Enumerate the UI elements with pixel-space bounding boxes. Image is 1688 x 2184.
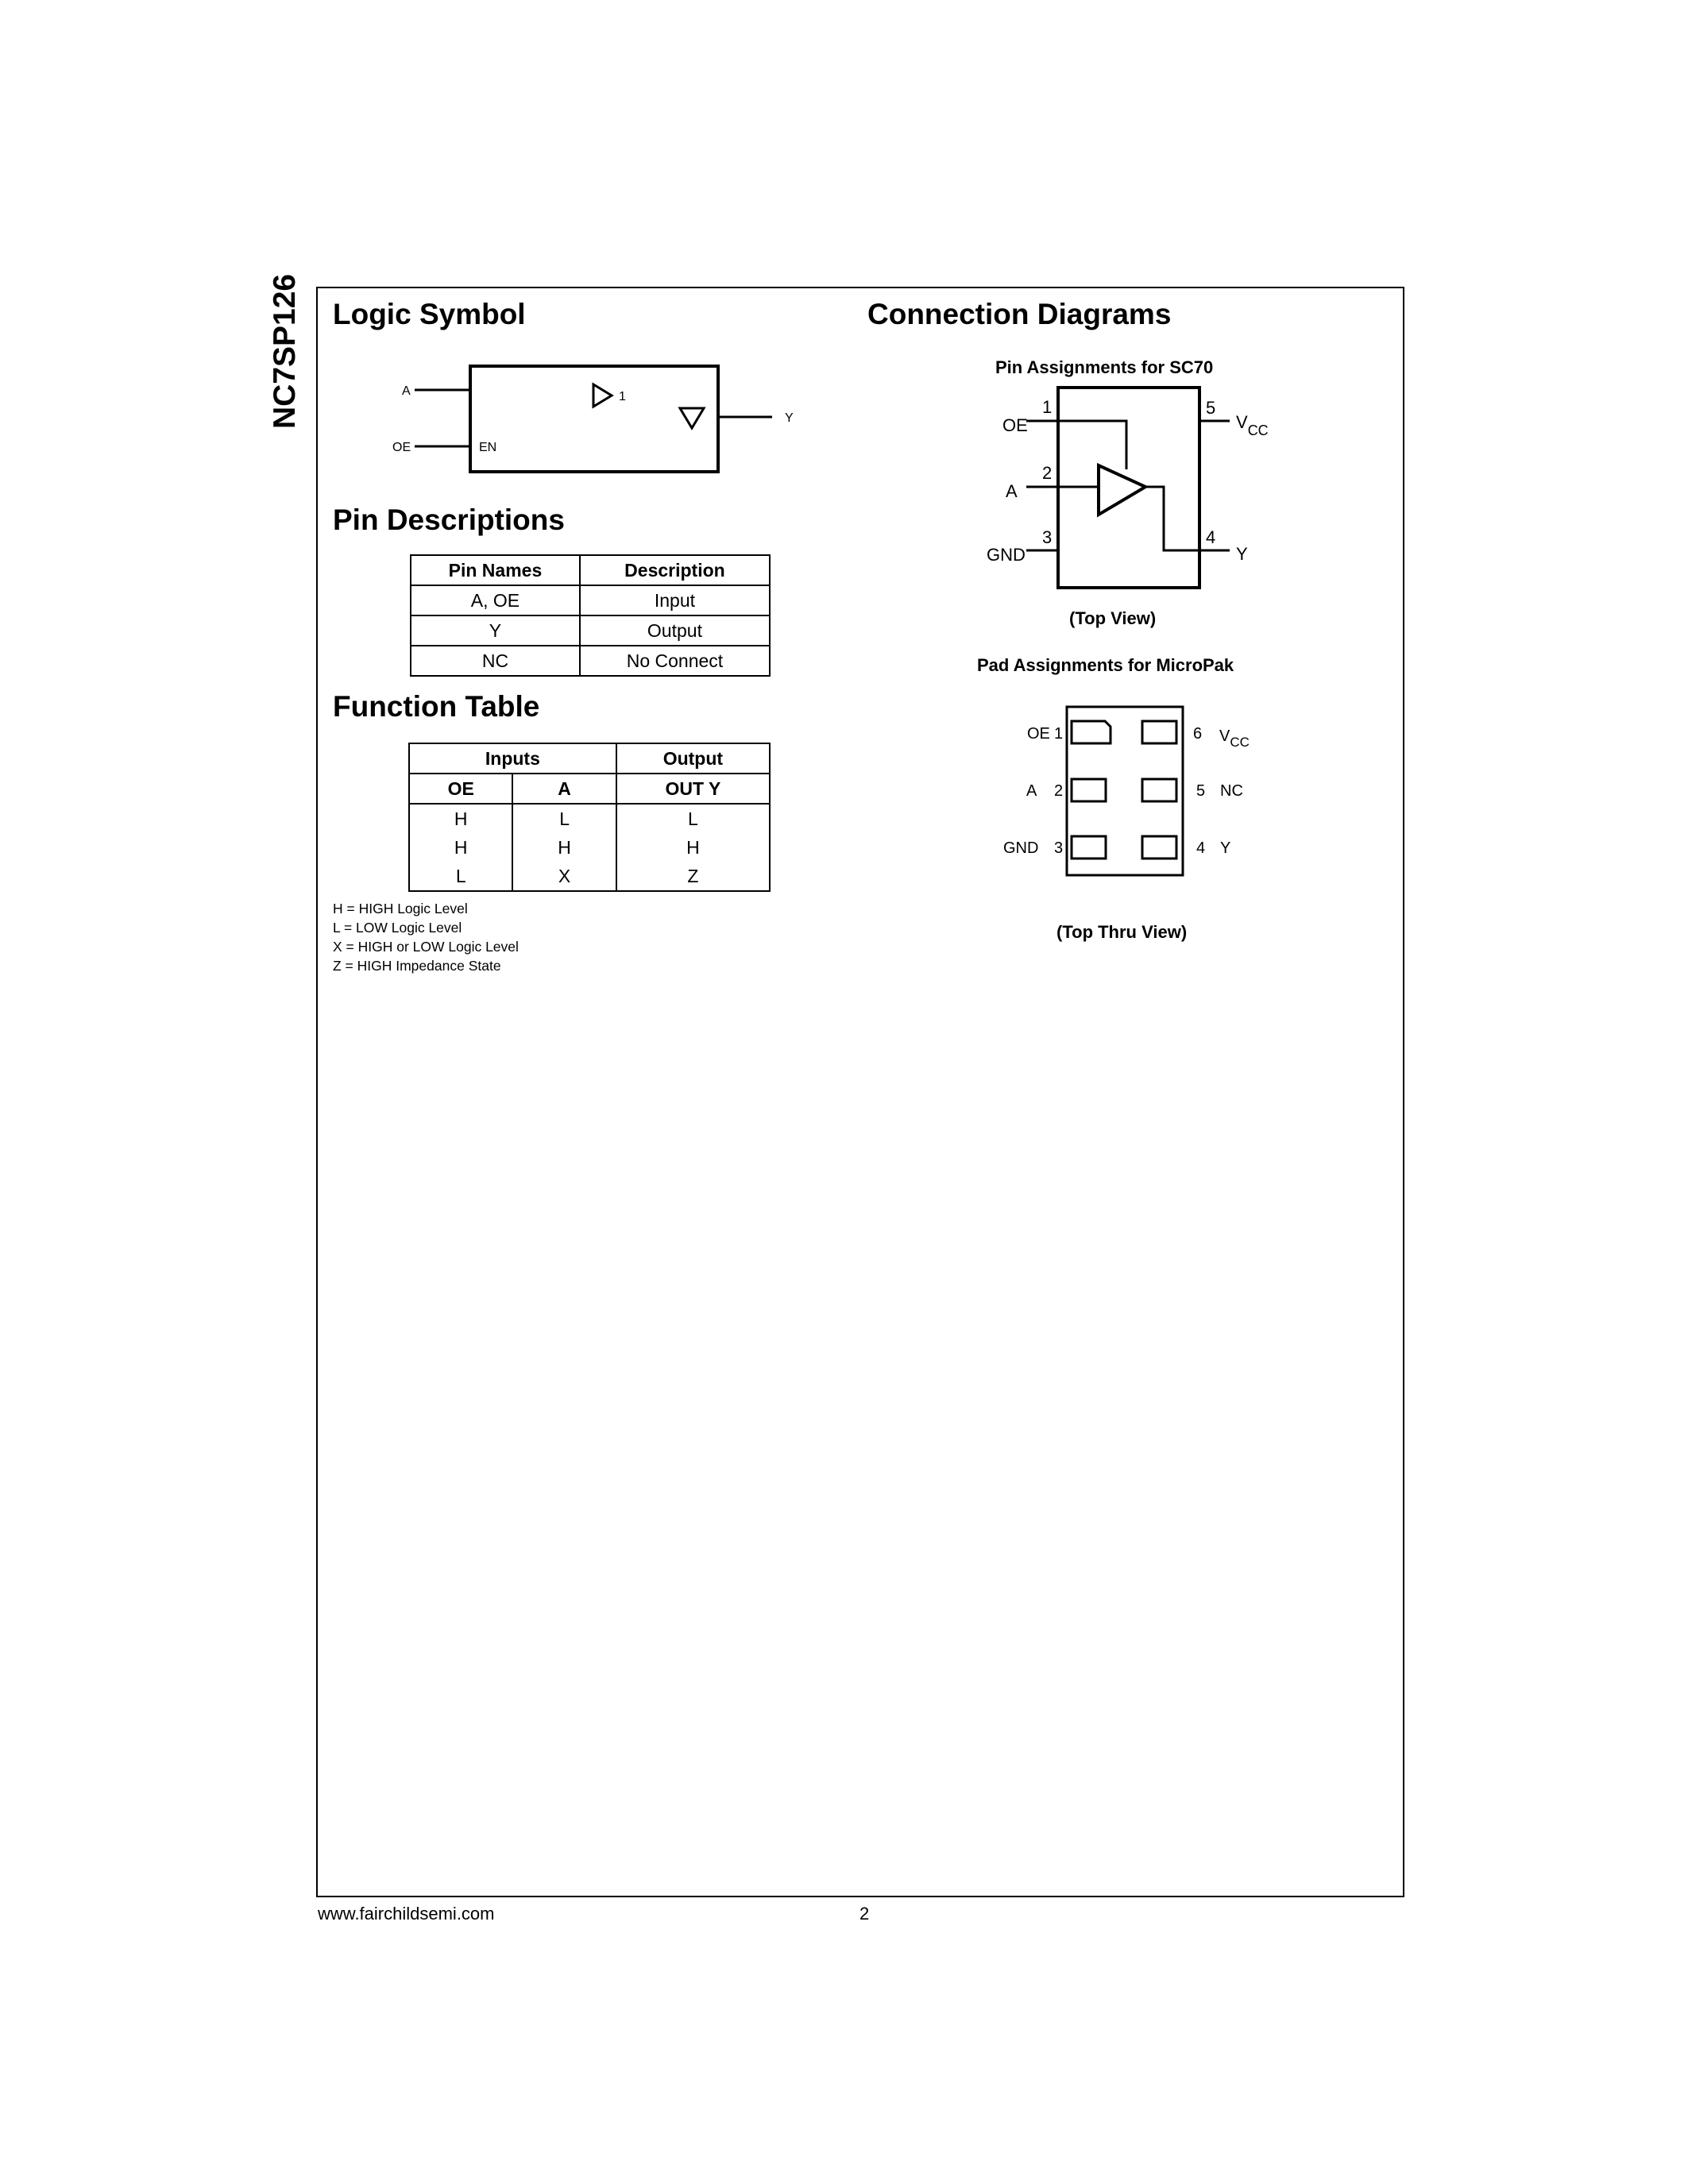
- legend-item: X = HIGH or LOW Logic Level: [333, 939, 519, 955]
- micropak-pad1-icon: [1072, 721, 1111, 743]
- en-label: EN: [479, 441, 497, 454]
- table-cell: X: [512, 862, 616, 891]
- table-cell: L: [616, 804, 770, 833]
- page-number: 2: [859, 1904, 870, 1924]
- table-cell: Y: [411, 615, 580, 646]
- micropak-pad-number: 3: [1054, 839, 1064, 857]
- table-cell: L: [409, 862, 512, 891]
- column-header: A: [512, 774, 616, 804]
- sc70-pin-number: 2: [1042, 463, 1053, 483]
- sc70-pin-number: 5: [1206, 398, 1216, 418]
- micropak-pad-number: 6: [1193, 725, 1203, 743]
- micropak-title: Pad Assignments for MicroPak: [977, 655, 1234, 675]
- micropak-pad-name: A: [1026, 782, 1037, 800]
- table-row: [411, 646, 770, 676]
- group-header: Output: [616, 743, 770, 774]
- table-cell: Output: [580, 615, 770, 646]
- micropak-pad4-icon: [1142, 836, 1176, 859]
- column-header: OUT Y: [616, 774, 770, 804]
- table-cell: L: [512, 804, 616, 833]
- group-header: Inputs: [409, 743, 616, 774]
- sc70-pin-name: Y: [1236, 544, 1248, 564]
- table-cell: H: [409, 833, 512, 862]
- buffer-label: 1: [619, 390, 626, 403]
- table-cell: Z: [616, 862, 770, 891]
- sc70-vcc-main: V: [1236, 412, 1248, 432]
- logic-pin-y-label: Y: [785, 411, 794, 425]
- micropak-pad-number: 2: [1054, 782, 1064, 800]
- side-part-number: NC7SP126: [268, 273, 302, 429]
- function-table-heading: Function Table: [333, 690, 540, 723]
- pin-descriptions-table: [410, 554, 771, 677]
- sc70-pin-name: OE: [1002, 415, 1028, 435]
- micropak-pad-name: GND: [1003, 839, 1039, 857]
- table-header-row: [409, 774, 770, 804]
- table-row: [411, 615, 770, 646]
- sc70-y-trace: [1145, 487, 1199, 550]
- sc70-title: Pin Assignments for SC70: [995, 357, 1214, 377]
- logic-symbol-diagram: [389, 361, 802, 488]
- sc70-vcc-subscript: CC: [1247, 423, 1269, 438]
- micropak-pad-number: 1: [1054, 725, 1064, 743]
- micropak-vcc-subscript: CC: [1230, 735, 1250, 750]
- table-cell: Input: [580, 585, 770, 615]
- micropak-package-outline: [1067, 707, 1183, 875]
- footer-url[interactable]: www.fairchildsemi.com: [318, 1904, 495, 1924]
- sc70-vcc-label: [1236, 412, 1269, 438]
- legend-item: H = HIGH Logic Level: [333, 901, 468, 916]
- logic-pin-a-label: A: [402, 384, 411, 398]
- pin-descriptions-heading: Pin Descriptions: [333, 504, 565, 536]
- table-cell: H: [616, 833, 770, 862]
- table-cell: H: [512, 833, 616, 862]
- micropak-pad5-icon: [1142, 779, 1176, 801]
- table-group-header-row: [409, 743, 770, 774]
- micropak-pad-diagram: [1001, 699, 1279, 889]
- sc70-pin-number: 4: [1206, 527, 1216, 547]
- micropak-pad-name: NC: [1220, 782, 1243, 800]
- micropak-vcc-label: [1219, 727, 1250, 750]
- table-cell: NC: [411, 646, 580, 676]
- sc70-pin-name: GND: [987, 545, 1026, 565]
- logic-symbol-box: [470, 366, 718, 472]
- table-row: [409, 804, 770, 833]
- sc70-pin-name: A: [1006, 481, 1018, 501]
- three-state-triangle-icon: [680, 408, 704, 428]
- micropak-pad-name: Y: [1220, 839, 1231, 857]
- logic-pin-oe-label: OE: [392, 441, 411, 454]
- legend-item: L = LOW Logic Level: [333, 920, 462, 936]
- sc70-pin-number: 1: [1042, 397, 1053, 417]
- micropak-pad2-icon: [1072, 779, 1106, 801]
- table-row: [409, 862, 770, 891]
- sc70-pin-number: 3: [1042, 527, 1053, 547]
- table-cell: H: [409, 804, 512, 833]
- sc70-oe-trace: [1058, 421, 1126, 469]
- column-header: OE: [409, 774, 512, 804]
- table-row: [411, 585, 770, 615]
- function-table-legend: [333, 899, 519, 975]
- micropak-pad-number: 5: [1196, 782, 1206, 800]
- sc70-view-label: (Top View): [1069, 608, 1157, 628]
- function-table: [408, 743, 771, 892]
- micropak-pad6-icon: [1142, 721, 1176, 743]
- micropak-pad3-icon: [1072, 836, 1106, 859]
- sc70-pin-diagram: [969, 381, 1287, 596]
- micropak-vcc-main: V: [1219, 727, 1230, 745]
- logic-symbol-heading: Logic Symbol: [333, 298, 526, 330]
- column-header: Pin Names: [411, 555, 580, 585]
- legend-item: Z = HIGH Impedance State: [333, 958, 501, 974]
- column-header: Description: [580, 555, 770, 585]
- micropak-view-label: (Top Thru View): [1056, 922, 1188, 942]
- table-row: [409, 833, 770, 862]
- table-cell: No Connect: [580, 646, 770, 676]
- table-cell: A, OE: [411, 585, 580, 615]
- table-header-row: [411, 555, 770, 585]
- connection-diagrams-heading: Connection Diagrams: [867, 298, 1172, 330]
- buffer-triangle-icon: [593, 384, 612, 407]
- micropak-pad-number: 4: [1196, 839, 1206, 857]
- sc70-buffer-triangle-icon: [1099, 465, 1145, 515]
- micropak-pad-name: OE: [1027, 725, 1050, 743]
